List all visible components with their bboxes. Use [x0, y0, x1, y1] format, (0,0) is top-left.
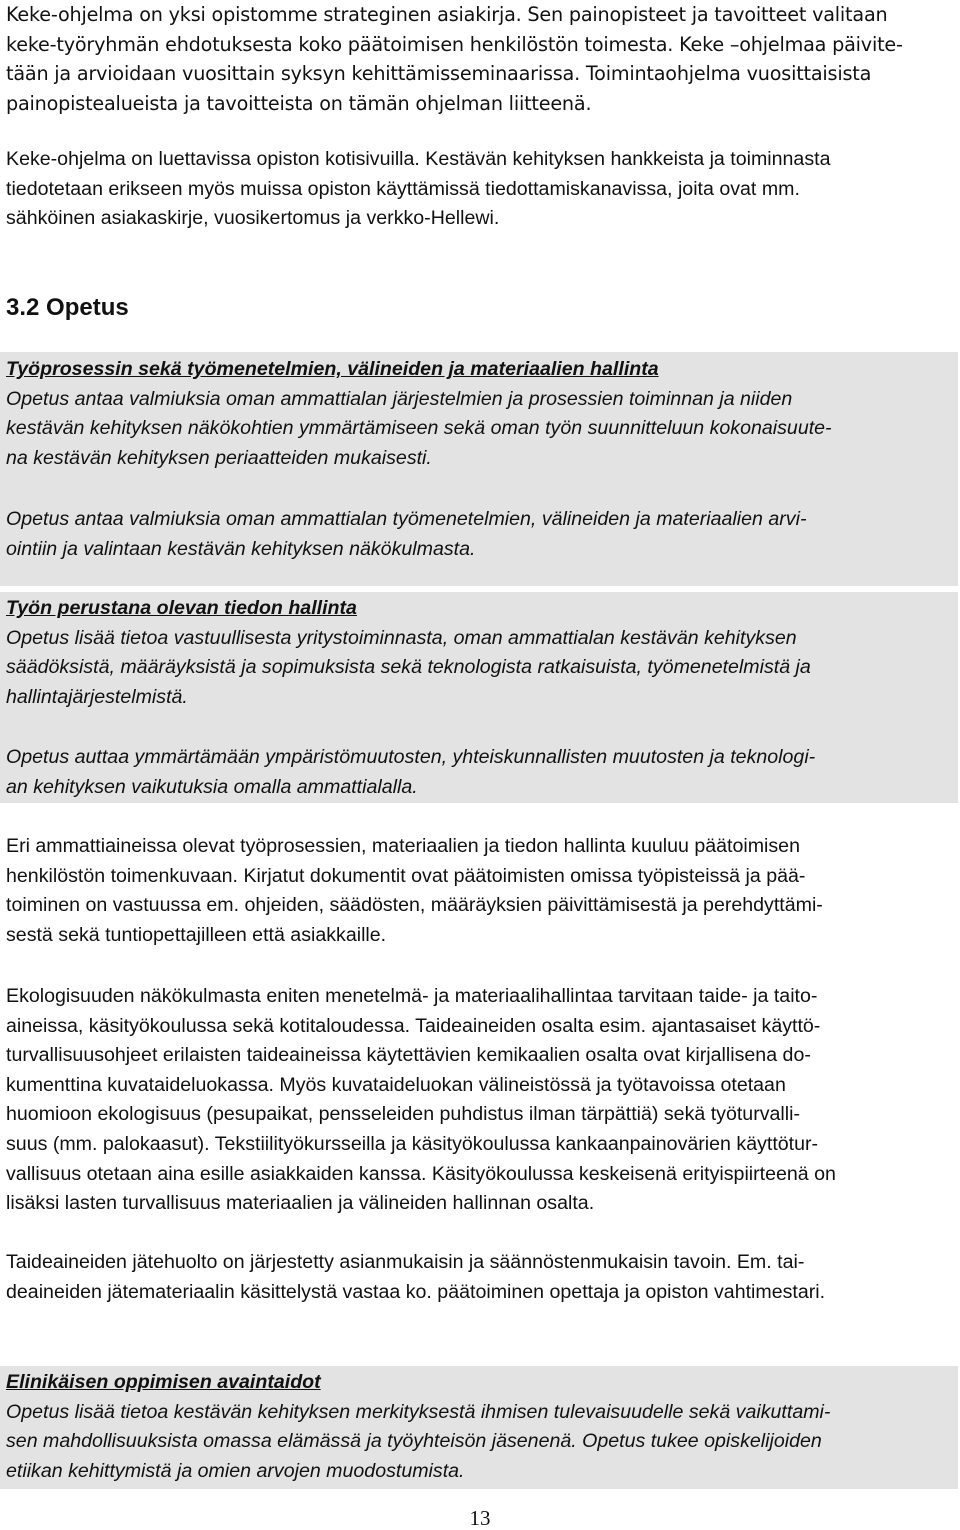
- text-line: Opetus antaa valmiuksia oman ammattialan työmenetelmien, välineiden ja materiaalien arvi-: [6, 508, 807, 530]
- text-line: toiminen on vastuussa em. ohjeiden, säädösten, määräyksien päivittämisestä ja perehdyttämi-: [6, 894, 823, 917]
- paragraph-waste-management: [6, 1248, 956, 1307]
- text-line: tiedotetaan erikseen myös muissa opiston käyttämissä tiedottamiskanavissa, joita ovat mm.: [6, 177, 800, 200]
- text-line: turvallisuusohjeet erilaisten taideaineissa käytettävien kemikaalien osalta ovat kirjallisena do-: [6, 1044, 811, 1067]
- box-work-process-content: [6, 355, 956, 473]
- text-line: kumenttina kuvataideluokassa. Myös kuvataideluokan välineistössä ja työtavoissa otetaan: [6, 1073, 786, 1096]
- section-heading: 3.2 Opetus: [6, 294, 129, 321]
- text-line: henkilöstön toimenkuvaan. Kirjatut dokumentit ovat päätoimisten omissa työpisteissä ja pää-: [6, 864, 806, 887]
- text-line: ointiin ja valintaan kestävän kehityksen näkökulmasta.: [6, 537, 476, 560]
- text-line: an kehityksen vaikutuksia omalla ammattialalla.: [6, 775, 418, 798]
- text-line: lisäksi lasten turvallisuus materiaalien ja välineiden hallinnan osalta.: [6, 1192, 595, 1215]
- text-line: sen mahdollisuuksista omassa elämässä ja työyhteisön jäsenenä. Opetus tukee opiskelijoiden: [6, 1430, 822, 1453]
- text-line: keke-työryhmän ehdotuksesta koko päätoimisen henkilöstön toimesta. Keke –ohjelmaa päivite-: [6, 32, 903, 56]
- box-knowledge-paragraph-2: [6, 743, 956, 802]
- text-line: Keke-ohjelma on yksi opistomme strateginen asiakirja. Sen painopisteet ja tavoitteet valitaan: [6, 3, 888, 26]
- text-line: sestä sekä tuntiopettajilleen että asiakkaille.: [6, 923, 387, 946]
- text-line: Opetus lisää tietoa vastuullisesta yritystoiminnasta, oman ammattialan kestävän kehityksen: [6, 626, 797, 649]
- text-line: painopistealueista ja tavoitteista on tämän ohjelman liitteenä.: [6, 91, 592, 115]
- text-line: Opetus auttaa ymmärtämään ympäristömuutosten, yhteiskunnallisten muutosten ja teknologi-: [6, 746, 816, 768]
- text-line: Ekologisuuden näkökulmasta eniten menetelmä- ja materiaalihallintaa tarvitaan taide- ja taito-: [6, 985, 818, 1007]
- text-line: huomioon ekologisuus (pesupaikat, pensseleiden puhdistus ilman tärpättiä) sekä työturvalli-: [6, 1103, 800, 1126]
- box-subheading: Työprosessin sekä työmenetelmien, välineiden ja materiaalien hallinta: [6, 358, 659, 380]
- text-line: Opetus antaa valmiuksia oman ammattialan järjestelmien ja prosessien toiminnan ja niiden: [6, 387, 793, 410]
- paragraph-ecology: [6, 982, 956, 1219]
- intro-paragraph-communication: [6, 145, 956, 234]
- text-line: deaineiden jätemateriaalin käsittelystä vastaa ko. päätoiminen opettaja ja opiston vahtimestari.: [6, 1280, 826, 1303]
- box-subheading: Työn perustana olevan tiedon hallinta: [6, 597, 357, 619]
- text-line: Opetus lisää tietoa kestävän kehityksen merkityksestä ihmisen tulevaisuudelle sekä vaikuttami-: [6, 1400, 831, 1423]
- intro-paragraph-strategy: [6, 0, 956, 118]
- box-subheading: Elinikäisen oppimisen avaintaidot: [6, 1371, 321, 1393]
- box-work-process-paragraph-2: [6, 505, 956, 564]
- text-line: säädöksistä, määräyksistä ja sopimuksista sekä teknologista ratkaisuista, työmenetelmistä ja: [6, 656, 811, 679]
- text-line: hallintajärjestelmistä.: [6, 685, 188, 708]
- text-line: tään ja arvioidaan vuosittain syksyn kehittämisseminaarissa. Toimintaohjelma vuosittaisista: [6, 62, 872, 86]
- box-knowledge-content: [6, 594, 956, 712]
- text-line: kestävän kehityksen näkökohtien ymmärtämiseen sekä oman työn suunnitteluun kokonaisuute-: [6, 417, 832, 440]
- box-lifelong-learning-content: [6, 1368, 956, 1486]
- text-line: Eri ammattiaineissa olevat työprosessien, materiaalien ja tiedon hallinta kuuluu päätoimisen: [6, 835, 800, 857]
- text-line: sähköinen asiakaskirje, vuosikertomus ja verkko-Hellewi.: [6, 207, 500, 230]
- text-line: vallisuus otetaan aina esille asiakkaiden kanssa. Käsityökoulussa keskeisenä erityispiirteenä on: [6, 1162, 836, 1185]
- text-line: etiikan kehittymistä ja omien arvojen muodostumista.: [6, 1459, 465, 1482]
- text-line: suus (mm. palokaasut). Tekstiilityökursseilla ja käsityökoulussa kankaanpainovärien käyttötur-: [6, 1132, 819, 1155]
- text-line: Keke-ohjelma on luettavissa opiston kotisivuilla. Kestävän kehityksen hankkeista ja toiminnasta: [6, 148, 831, 170]
- paragraph-staff-roles: [6, 832, 956, 950]
- text-line: Taideaineiden jätehuolto on järjestetty asianmukaisin ja säännöstenmukaisin tavoin. Em. tai-: [6, 1251, 805, 1273]
- text-line: na kestävän kehityksen periaatteiden mukaisesti.: [6, 446, 432, 469]
- page-number: 13: [469, 1506, 491, 1530]
- text-line: aineissa, käsityökoulussa sekä kotitaloudessa. Taideaineiden osalta esim. ajantasaiset käyttö-: [6, 1014, 821, 1037]
